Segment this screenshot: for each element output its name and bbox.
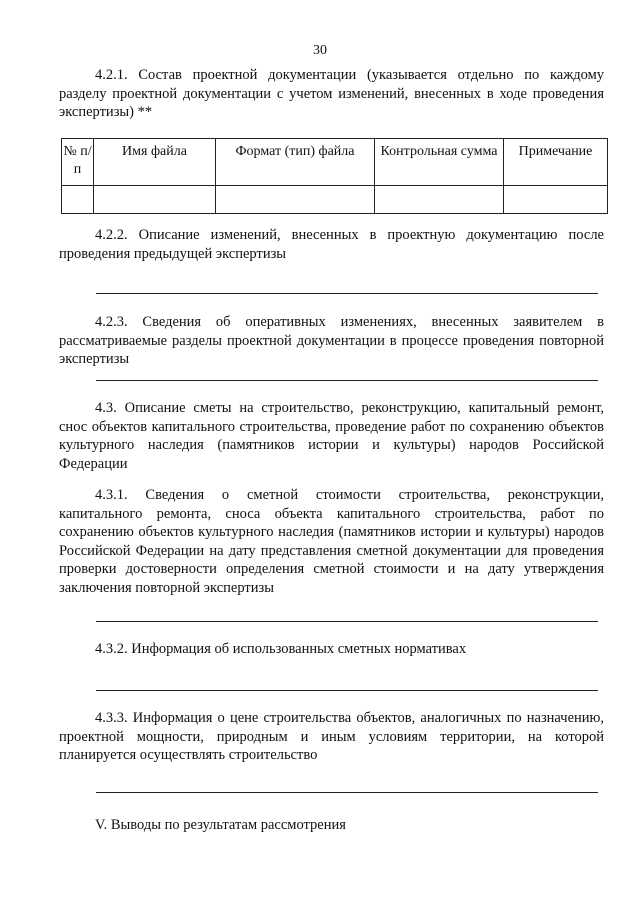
section-4-3-2-paragraph [59,640,604,659]
table-cell [94,186,216,214]
table-cell [62,186,94,214]
table-cell [504,186,608,214]
table-header-note: Примечание [504,139,608,186]
section-4-3-text: 4.3. Описание сметы на строительство, реконструкцию, капитальный ремонт, снос объектов капитального строительства, проведение работ по сохранению объектов культурного наследия (памятников истории и культуры) народов Российской Федерации [59,400,604,472]
section-4-3-3-paragraph [59,709,604,765]
table-header-file-name: Имя файла [94,139,216,186]
fill-line [96,380,598,381]
table-row [62,186,608,214]
section-4-2-2-paragraph [59,226,604,263]
table-cell [216,186,375,214]
fill-line [96,293,598,294]
section-4-2-2-text: 4.2.2. Описание изменений, внесенных в проектную документацию после проведения предыдущей экспертизы [59,227,604,262]
section-5-heading [59,816,604,835]
section-4-3-1-paragraph [59,486,604,597]
section-4-3-3-text: 4.3.3. Информация о цене строительства объектов, аналогичных по назначению, проектной мощности, природным и иным условиям территории, на которой планируется осуществлять строительство [59,710,604,763]
table-header-file-format: Формат (тип) файла [216,139,375,186]
documentation-table [61,138,608,214]
table-header-checksum: Контрольная сумма [375,139,504,186]
page-number: 30 [313,43,327,58]
fill-line [96,621,598,622]
fill-line [96,690,598,691]
section-4-2-1-paragraph [59,66,604,122]
fill-line [96,792,598,793]
table-cell [375,186,504,214]
section-4-2-1-text: 4.2.1. Состав проектной документации (указывается отдельно по каждому разделу проектной документации с учетом изменений, внесенных в ходе проведения экспертизы) ** [59,67,604,120]
section-4-2-3-paragraph [59,313,604,369]
table-header-number: № п/п [62,139,94,186]
section-5-text: V. Выводы по результатам рассмотрения [95,817,346,833]
section-4-3-2-text: 4.3.2. Информация об использованных сметных нормативах [95,641,467,657]
section-4-3-1-text: 4.3.1. Сведения о сметной стоимости строительства, реконструкции, капитального ремонта, сноса объекта капитального строительства, работ по сохранению объектов культурного наследия (памятников истории и культуры) народов Российской Федерации на дату представления сметной документации для проведения проверки достоверности определения сметной стоимости и на дату утверждения заключения повторной экспертизы [59,487,604,596]
section-4-3-paragraph [59,399,604,473]
table-header-row [62,139,608,186]
section-4-2-3-text: 4.2.3. Сведения об оперативных изменениях, внесенных заявителем в рассматриваемые разделы проектной документации в процессе проведения повторной экспертизы [59,314,604,367]
